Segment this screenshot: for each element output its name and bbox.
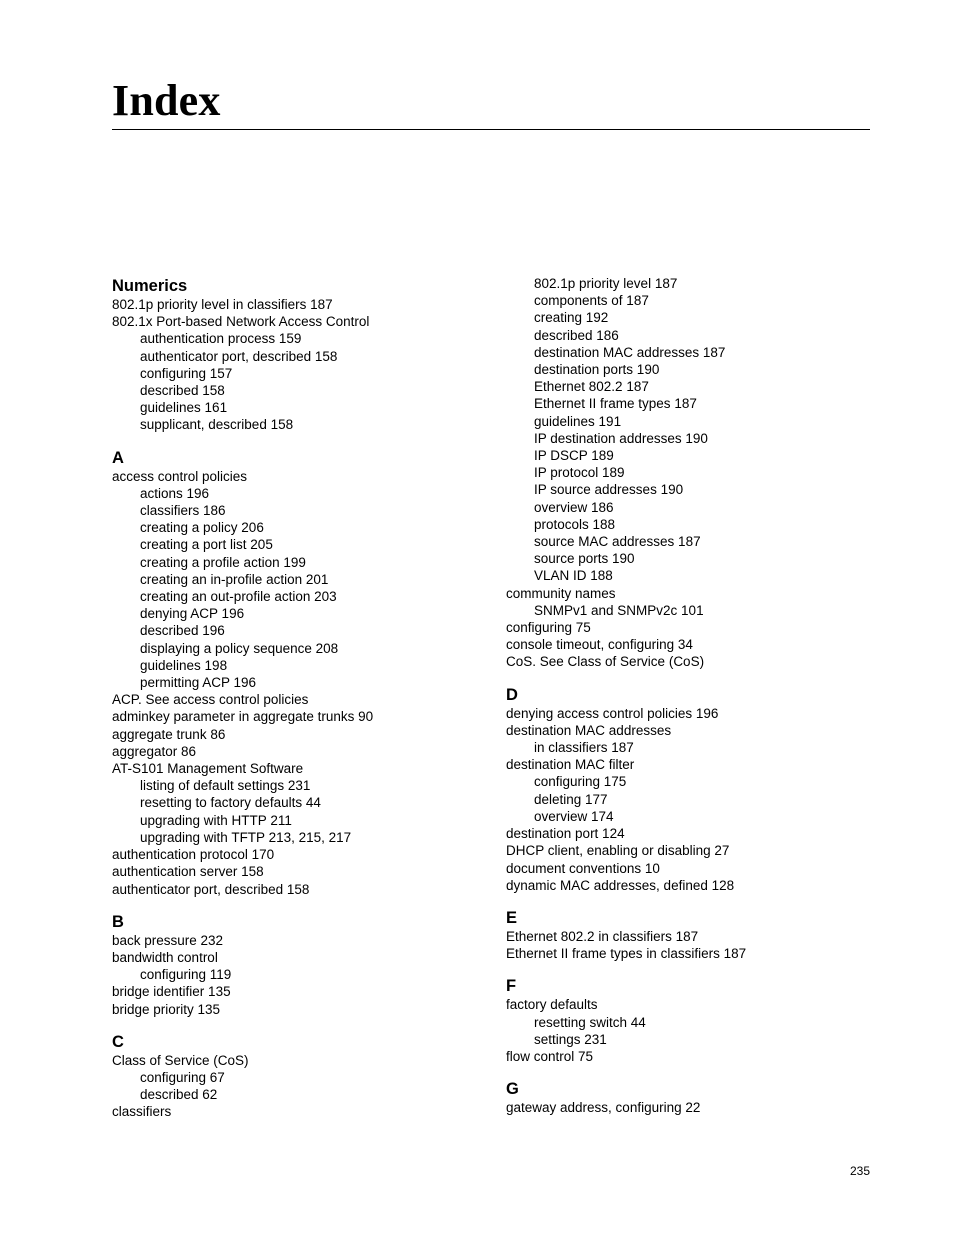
index-subentry: creating a port list 205 xyxy=(140,537,273,553)
index-section-heading: G xyxy=(506,1080,519,1099)
index-subentry: source ports 190 xyxy=(534,551,635,567)
index-subentry: VLAN ID 188 xyxy=(534,568,613,584)
index-subentry: destination ports 190 xyxy=(534,362,660,378)
index-entry: Ethernet II frame types in classifiers 187 xyxy=(506,946,747,962)
index-subentry: SNMPv1 and SNMPv2c 101 xyxy=(534,602,704,618)
index-entry: configuring 75 xyxy=(506,620,591,636)
index-subentry: IP source addresses 190 xyxy=(534,482,684,498)
index-section-heading: F xyxy=(506,977,517,996)
index-section xyxy=(506,1079,886,1116)
index-subentry: classifiers 186 xyxy=(140,503,226,519)
index-section xyxy=(112,912,492,1018)
index-section xyxy=(506,976,886,1065)
index-section xyxy=(506,685,886,894)
index-subentry: protocols 188 xyxy=(534,516,616,532)
index-entry: document conventions 10 xyxy=(506,860,660,876)
index-subentry: described 62 xyxy=(140,1087,218,1103)
index-entry: bridge identifier 135 xyxy=(112,984,231,1000)
index-subentry: IP DSCP 189 xyxy=(534,448,614,464)
index-subentry: IP destination addresses 190 xyxy=(534,430,708,446)
index-subentry: Ethernet II frame types 187 xyxy=(534,396,697,412)
index-entry: CoS. See Class of Service (CoS) xyxy=(506,654,705,670)
index-subentry: permitting ACP 196 xyxy=(140,675,257,691)
index-subentry: configuring 157 xyxy=(140,365,233,381)
index-entry: Class of Service (CoS) xyxy=(112,1052,249,1068)
index-section xyxy=(112,1032,492,1121)
index-subentry: authentication process 159 xyxy=(140,331,302,347)
index-section xyxy=(506,275,886,671)
index-section-heading: A xyxy=(112,448,124,467)
index-subentry: upgrading with TFTP 213, 215, 217 xyxy=(140,829,352,845)
index-entry: aggregator 86 xyxy=(112,743,197,759)
index-subentry: overview 174 xyxy=(534,808,614,824)
index-subentry: guidelines 191 xyxy=(534,413,622,429)
index-entry: console timeout, configuring 34 xyxy=(506,637,693,653)
index-subentry: configuring 119 xyxy=(140,967,232,983)
index-entry: factory defaults xyxy=(506,997,598,1013)
index-section-heading: E xyxy=(506,908,518,927)
index-entry: 802.1p priority level in classifiers 187 xyxy=(112,297,333,312)
index-entry: DHCP client, enabling or disabling 27 xyxy=(506,843,730,859)
index-subentry: described 186 xyxy=(534,327,619,343)
index-entry: aggregate trunk 86 xyxy=(112,726,226,742)
index-subentry: configuring 175 xyxy=(534,774,627,790)
index-entry: back pressure 232 xyxy=(112,932,224,948)
index-subentry: described 196 xyxy=(140,623,225,639)
title-divider xyxy=(112,129,870,130)
index-entry: denying access control policies 196 xyxy=(506,705,719,721)
index-entry: ACP. See access control policies xyxy=(112,692,309,708)
index-entry: bridge priority 135 xyxy=(112,1001,221,1017)
index-section xyxy=(112,448,492,898)
index-subentry: IP protocol 189 xyxy=(534,465,625,481)
index-subentry: 802.1p priority level 187 xyxy=(534,276,678,291)
index-subentry: overview 186 xyxy=(534,499,614,515)
index-subentry: destination MAC addresses 187 xyxy=(534,344,726,360)
index-section xyxy=(112,276,492,434)
index-entry: authentication server 158 xyxy=(112,864,264,880)
index-entry: destination port 124 xyxy=(506,826,625,842)
index-column-left xyxy=(112,276,492,1121)
index-entry: authenticator port, described 158 xyxy=(112,881,310,897)
index-entry: bandwidth control xyxy=(112,949,218,965)
index-entry: destination MAC addresses xyxy=(506,722,672,738)
index-entry: dynamic MAC addresses, defined 128 xyxy=(506,877,735,893)
index-subentry: authenticator port, described 158 xyxy=(140,348,338,364)
index-entry: flow control 75 xyxy=(506,1048,594,1064)
index-entry: adminkey parameter in aggregate trunks 90 xyxy=(112,709,374,725)
index-subentry: supplicant, described 158 xyxy=(140,417,294,433)
index-subentry: resetting to factory defaults 44 xyxy=(140,795,321,811)
index-subentry: upgrading with HTTP 211 xyxy=(140,812,292,828)
index-entry: community names xyxy=(506,585,616,601)
index-subentry: source MAC addresses 187 xyxy=(534,534,701,550)
index-subentry: creating an out-profile action 203 xyxy=(140,589,337,605)
index-section xyxy=(506,908,886,962)
index-subentry: Ethernet 802.2 187 xyxy=(534,379,649,395)
index-entry: Ethernet 802.2 in classifiers 187 xyxy=(506,928,699,944)
index-subentry: deleting 177 xyxy=(534,791,608,807)
index-entry: destination MAC filter xyxy=(506,757,635,773)
page-title: Index xyxy=(112,76,221,125)
index-entry: access control policies xyxy=(112,468,248,484)
index-subentry: creating an in-profile action 201 xyxy=(140,571,329,587)
index-subentry: guidelines 161 xyxy=(140,400,228,416)
index-subentry: components of 187 xyxy=(534,293,649,309)
index-section-heading: D xyxy=(506,685,518,704)
index-section-heading: Numerics xyxy=(112,277,188,295)
index-subentry: resetting switch 44 xyxy=(534,1014,646,1030)
index-section-heading: C xyxy=(112,1032,124,1051)
index-subentry: creating a profile action 199 xyxy=(140,554,306,570)
index-entry: 802.1x Port-based Network Access Control xyxy=(112,314,370,330)
index-subentry: denying ACP 196 xyxy=(140,606,245,622)
index-subentry: in classifiers 187 xyxy=(534,740,634,756)
index-section-heading: B xyxy=(112,912,124,931)
index-subentry: listing of default settings 231 xyxy=(140,778,311,794)
index-subentry: settings 231 xyxy=(534,1031,607,1047)
index-subentry: creating 192 xyxy=(534,310,609,326)
index-column-right xyxy=(506,275,886,1116)
index-entry: AT-S101 Management Software xyxy=(112,761,304,777)
index-subentry: creating a policy 206 xyxy=(140,520,264,536)
page-number: 235 xyxy=(849,1164,870,1178)
index-subentry: configuring 67 xyxy=(140,1069,225,1085)
index-subentry: displaying a policy sequence 208 xyxy=(140,640,339,656)
index-entry: authentication protocol 170 xyxy=(112,847,275,863)
index-entry: gateway address, configuring 22 xyxy=(506,1100,701,1116)
index-subentry: actions 196 xyxy=(140,485,210,501)
index-subentry: described 158 xyxy=(140,383,225,399)
index-entry: classifiers xyxy=(112,1104,172,1120)
index-subentry: guidelines 198 xyxy=(140,657,228,673)
